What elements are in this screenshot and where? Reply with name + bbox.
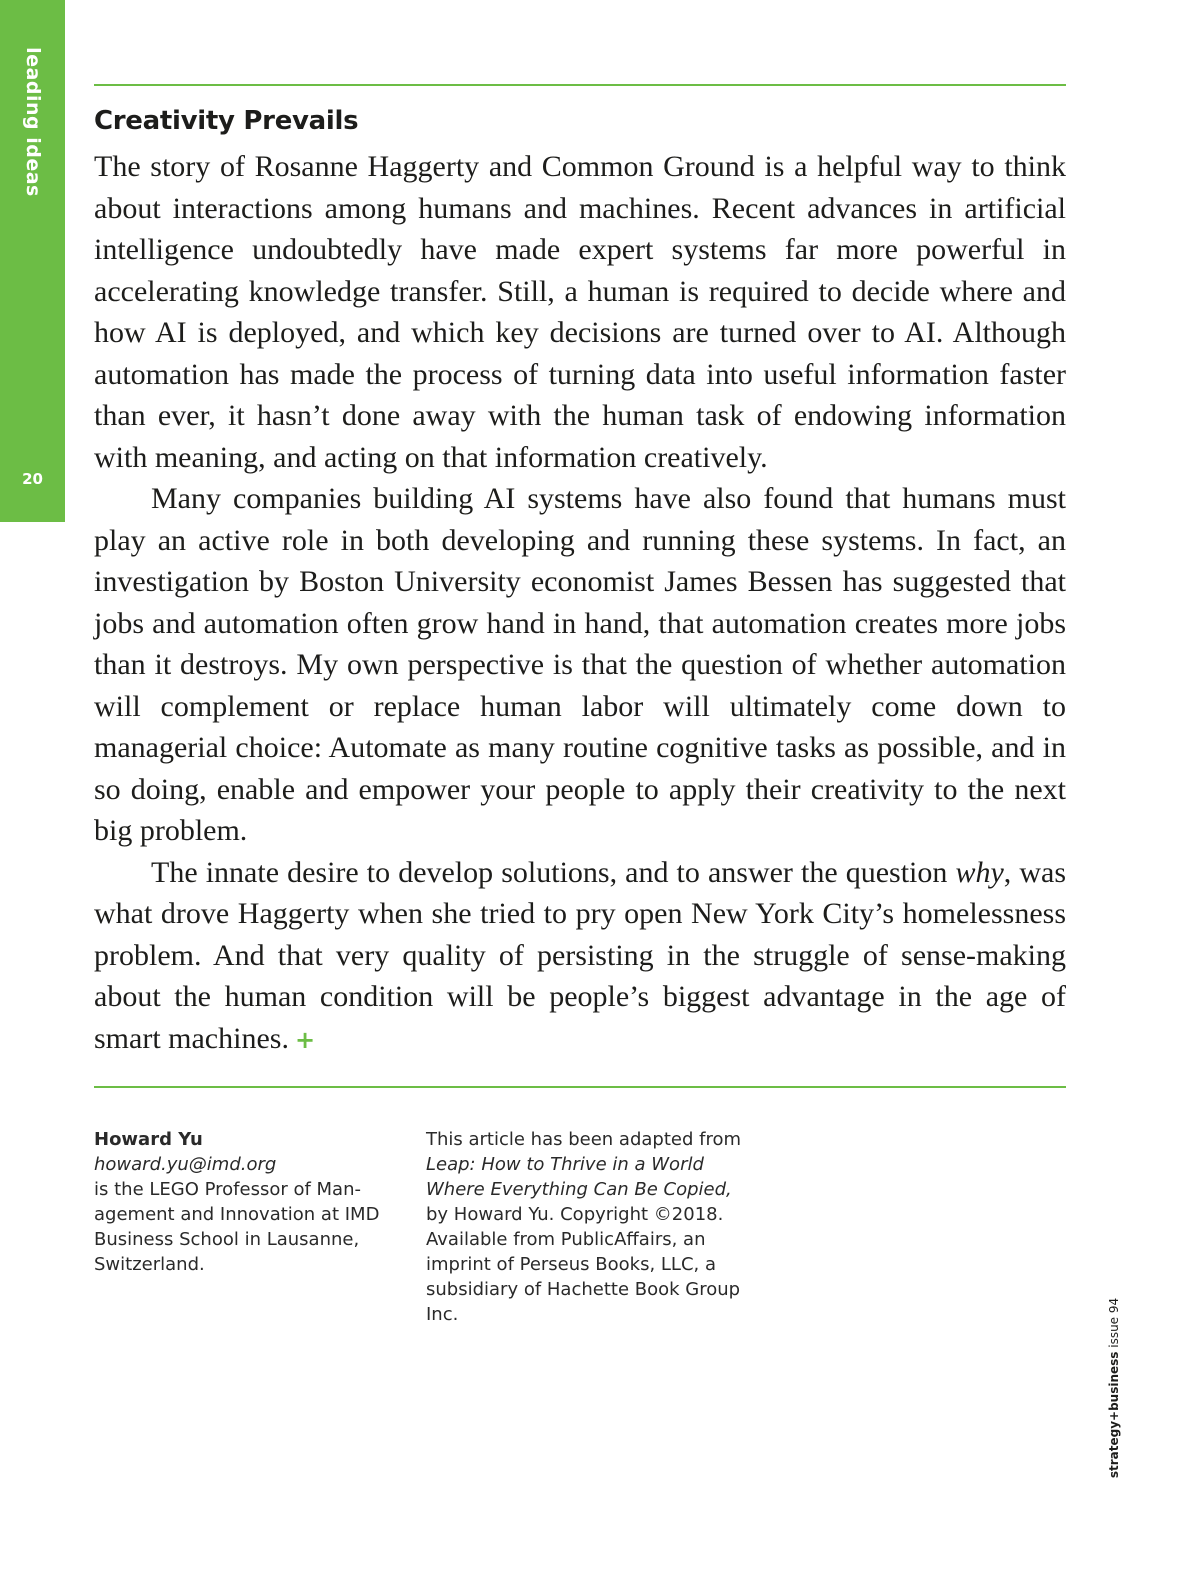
credit-intro: This article has been adapted from xyxy=(426,1129,742,1150)
masthead-brand: strategy+business xyxy=(1107,1351,1121,1479)
section-label: leading ideas xyxy=(22,47,44,197)
article-body xyxy=(94,146,1066,1061)
bottom-divider xyxy=(94,1086,1066,1088)
author-description: is the LEGO Professor of Management and Innovation at IMD Business School in Lausanne, Switzerland. xyxy=(94,1179,380,1275)
emphasis-why: why xyxy=(955,855,1004,889)
masthead xyxy=(1107,1298,1121,1478)
paragraph-3-end: , was what drove Haggerty when she tried to pry open New York City’s homelessness problem. And that very quality of persisting in the struggle of sense-making about the human condition will be people’s biggest advantage in the age of smart machines. xyxy=(94,855,1066,1055)
section-tab xyxy=(0,0,65,522)
author-name: Howard Yu xyxy=(94,1129,203,1150)
page-number: 20 xyxy=(22,470,43,488)
top-divider xyxy=(94,84,1066,86)
adaptation-credit xyxy=(426,1127,756,1327)
end-mark-icon: + xyxy=(294,1025,316,1054)
book-title: Leap: How to Thrive in a World Where Everything Can Be Copied, xyxy=(426,1154,732,1200)
paragraph-1: The story of Rosanne Haggerty and Common Ground is a helpful way to think about interactions among humans and machines. Recent advances in artificial intelligence undoubtedly have made expert systems far more powerful in accelerating knowledge transfer. Still, a human is required to decide where and how AI is deployed, and which key decisions are turned over to AI. Although automation has made the process of turning data into useful information faster than ever, it hasn’t done away with the human task of endowing information with meaning, and acting on that information creatively. xyxy=(94,150,1066,474)
section-heading: Creativity Prevails xyxy=(94,106,359,136)
author-bio xyxy=(94,1127,394,1277)
credit-details: by Howard Yu. Copyright ©2018. Available from PublicAffairs, an imprint of Perseus Books, LLC, a subsidiary of Hachette Book Group Inc. xyxy=(426,1204,741,1325)
author-email: howard.yu@imd.org xyxy=(94,1154,277,1175)
masthead-issue: issue 94 xyxy=(1107,1297,1121,1352)
paragraph-2: Many companies building AI systems have also found that humans must play an active role in both developing and running these systems. In fact, an investigation by Boston University economist James Bessen has suggested that jobs and automation often grow hand in hand, that automation creates more jobs than it destroys. My own perspective is that the question of whether automation will complement or replace human labor will ultimately come down to managerial choice: Automate as many routine cognitive tasks as possible, and in so doing, enable and empower your people to apply their creativity to the next big problem. xyxy=(94,482,1066,847)
paragraph-3 xyxy=(94,852,1066,1062)
paragraph-3-start: The innate desire to develop solutions, and to answer the question xyxy=(151,855,956,889)
